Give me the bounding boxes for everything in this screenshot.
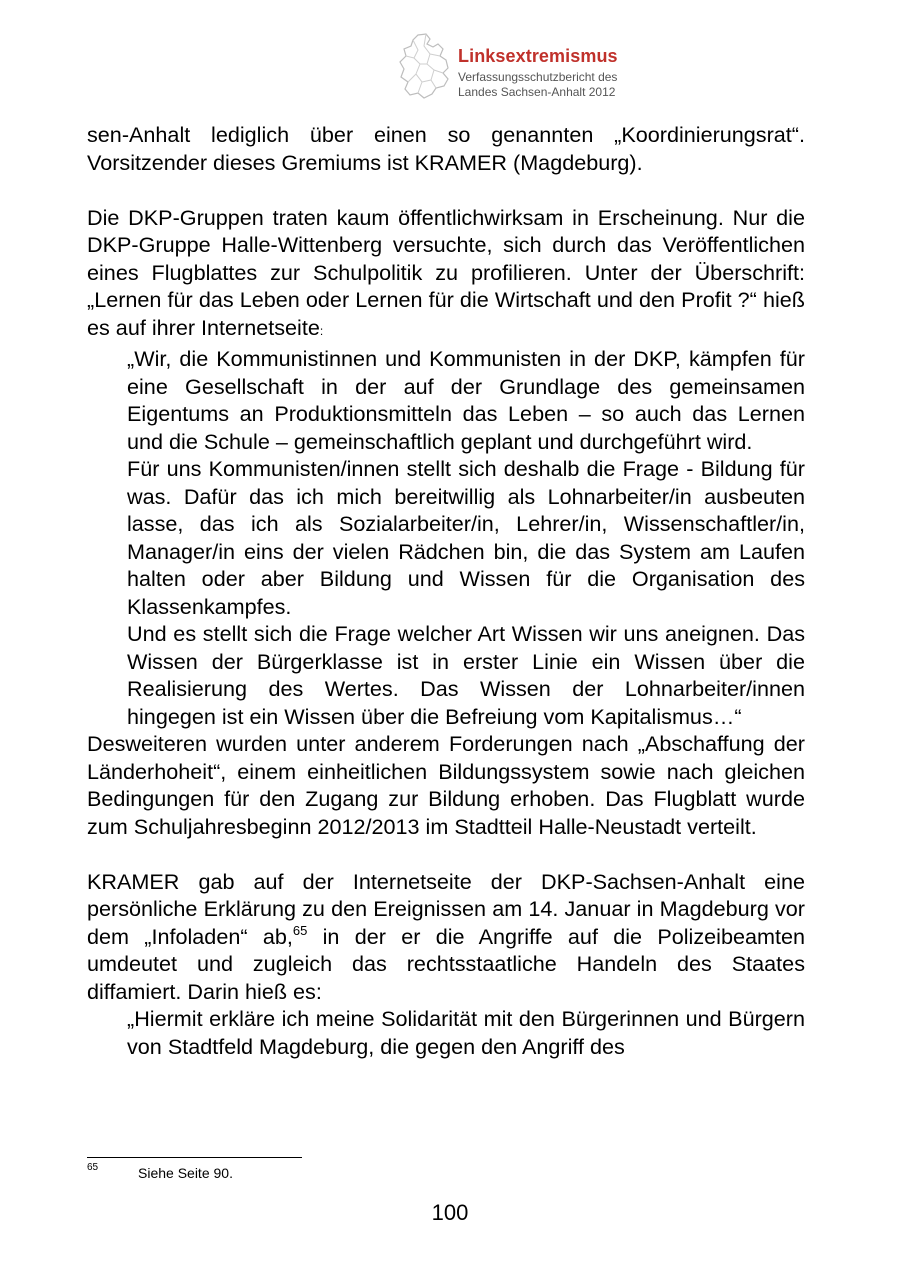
paragraph-4: [87, 868, 805, 1006]
quote-paragraph-3: Und es stellt sich die Frage welcher Art Wissen wir uns aneignen. Das Wissen der Bürgerklasse ist in erster Linie ein Wissen über die Realisierung des Wertes. Das Wissen der Lohnarbeiter/innen hingegen ist ein Wissen über die Befreiung vom Kapitalismus…“: [127, 621, 805, 729]
footnote-number: 65: [87, 1162, 99, 1173]
paragraph-2: [87, 204, 805, 346]
header-subtitle-line1: Verfassungsschutzbericht des: [458, 70, 618, 84]
sachsen-anhalt-map-icon: [396, 32, 456, 102]
header-title: Linksextremismus: [458, 46, 618, 66]
footnote-text: Siehe Seite 90.: [138, 1165, 233, 1181]
quote-paragraph-2: Für uns Kommunisten/innen stellt sich deshalb die Frage - Bildung für was. Dafür das ich mich bereitwillig als Lohnarbeiter/in ausbeuten lasse, das ich als Sozialarbeiter/in, Lehrer/in, Wissenschaftler/in, Manager/in eins der vielen Rädchen bin, die das System am Laufen halten oder aber Bildung und Wissen für die Organisation des Klassenkampfes.: [127, 456, 805, 619]
footnote-reference[interactable]: 65: [292, 922, 308, 938]
paragraph-4-text-end: in der er die Angriffe auf die Polizeibeamten umdeutet und zugleich das rechtsstaatliche Handeln des Staates diffamiert. Darin hieß es:: [87, 923, 805, 1004]
header-subtitle-line2: Landes Sachsen-Anhalt 2012: [458, 85, 616, 99]
body-text: [87, 121, 805, 1060]
paragraph-spacer: [87, 176, 805, 204]
page-number: 100: [431, 1200, 469, 1225]
footnote-separator: [87, 1157, 302, 1158]
paragraph-2-colon: :: [319, 323, 324, 338]
quote-paragraph-4: „Hiermit erkläre ich meine Solidarität mit den Bürgerinnen und Bürgern von Stadtfeld Magdeburg, die gegen den Angriff des: [127, 1006, 805, 1059]
paragraph-4-text-start: KRAMER gab auf der Internetseite der DKP-Sachsen-Anhalt eine persönliche Erklärung zu den Ereignissen am 14. Januar in Magdeburg vor dem „Infoladen“ ab,: [87, 868, 805, 949]
paragraph-1: sen-Anhalt lediglich über einen so genannten „Koordinierungsrat“. Vorsitzender dieses Gremiums ist KRAMER (Magdeburg).: [87, 122, 805, 175]
quote-paragraph-1: „Wir, die Kommunistinnen und Kommunisten in der DKP, kämpfen für eine Gesellschaft in der auf der Grundlage des gemeinsamen Eigentums an Produktionsmitteln das Leben – so auch das Lernen und die Schule – gemeinschaftlich geplant und durchgeführt wird.: [127, 346, 805, 454]
paragraph-2-text: Die DKP-Gruppen traten kaum öffentlichwirksam in Erscheinung. Nur die DKP-Gruppe Halle-Wittenberg versuchte, sich durch das Veröffentlichen eines Flugblattes zur Schulpolitik zu profilieren. Unter der Überschrift: „Lernen für das Leben oder Lernen für die Wirtschaft und den Profit ?“ hieß es auf ihrer Internetseite: [87, 204, 805, 340]
paragraph-3: Desweiteren wurden unter anderem Forderungen nach „Abschaffung der Länderhoheit“, einem einheitlichen Bildungssystem sowie nach gleichen Bedingungen für den Zugang zur Bildung erhoben. Das Flugblatt wurde zum Schuljahresbeginn 2012/2013 im Stadtteil Halle-Neustadt verteilt.: [87, 731, 805, 839]
page-header: [396, 32, 696, 104]
paragraph-spacer: [87, 840, 805, 868]
